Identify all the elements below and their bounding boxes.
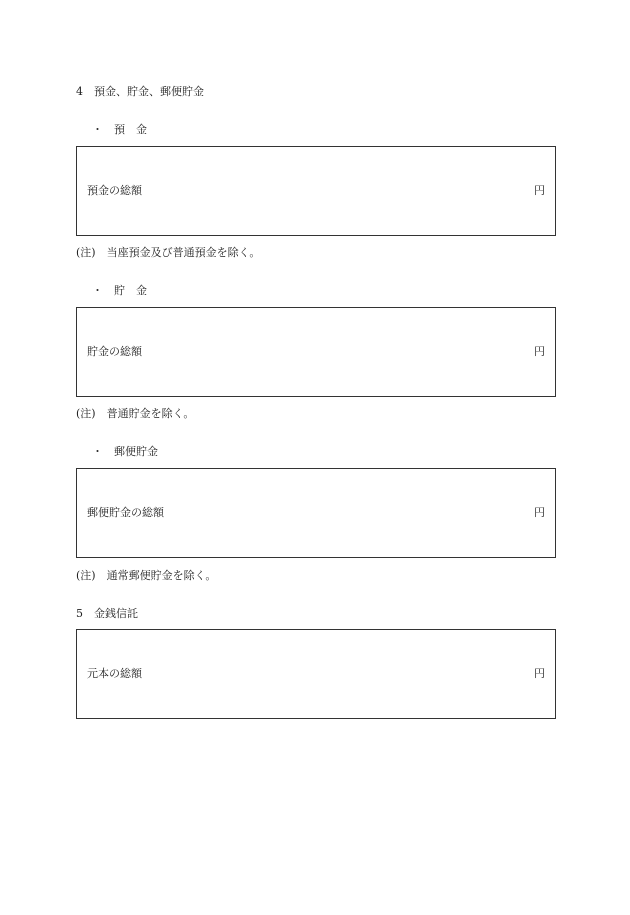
deposit-subheading: ・ 預 金 <box>92 123 147 136</box>
principal-unit-label: 円 <box>534 667 545 680</box>
savings-total-box <box>76 307 556 397</box>
savings-note: (注) 普通貯金を除く。 <box>76 407 195 420</box>
principal-total-label: 元本の総額 <box>87 667 142 680</box>
deposit-total-label: 預金の総額 <box>87 184 142 197</box>
section4-heading: 4 預金、貯金、郵便貯金 <box>76 85 204 98</box>
principal-total-box <box>76 629 556 719</box>
postal-note: (注) 通常郵便貯金を除く。 <box>76 569 217 582</box>
savings-unit-label: 円 <box>534 345 545 358</box>
section5-heading: 5 金銭信託 <box>76 607 138 620</box>
deposit-note: (注) 当座預金及び普通預金を除く。 <box>76 246 261 259</box>
postal-total-label: 郵便貯金の総額 <box>87 506 164 519</box>
postal-subheading: ・ 郵便貯金 <box>92 445 158 458</box>
postal-total-box <box>76 468 556 558</box>
deposit-unit-label: 円 <box>534 184 545 197</box>
deposit-total-box <box>76 146 556 236</box>
postal-unit-label: 円 <box>534 506 545 519</box>
savings-subheading: ・ 貯 金 <box>92 284 147 297</box>
savings-total-label: 貯金の総額 <box>87 345 142 358</box>
